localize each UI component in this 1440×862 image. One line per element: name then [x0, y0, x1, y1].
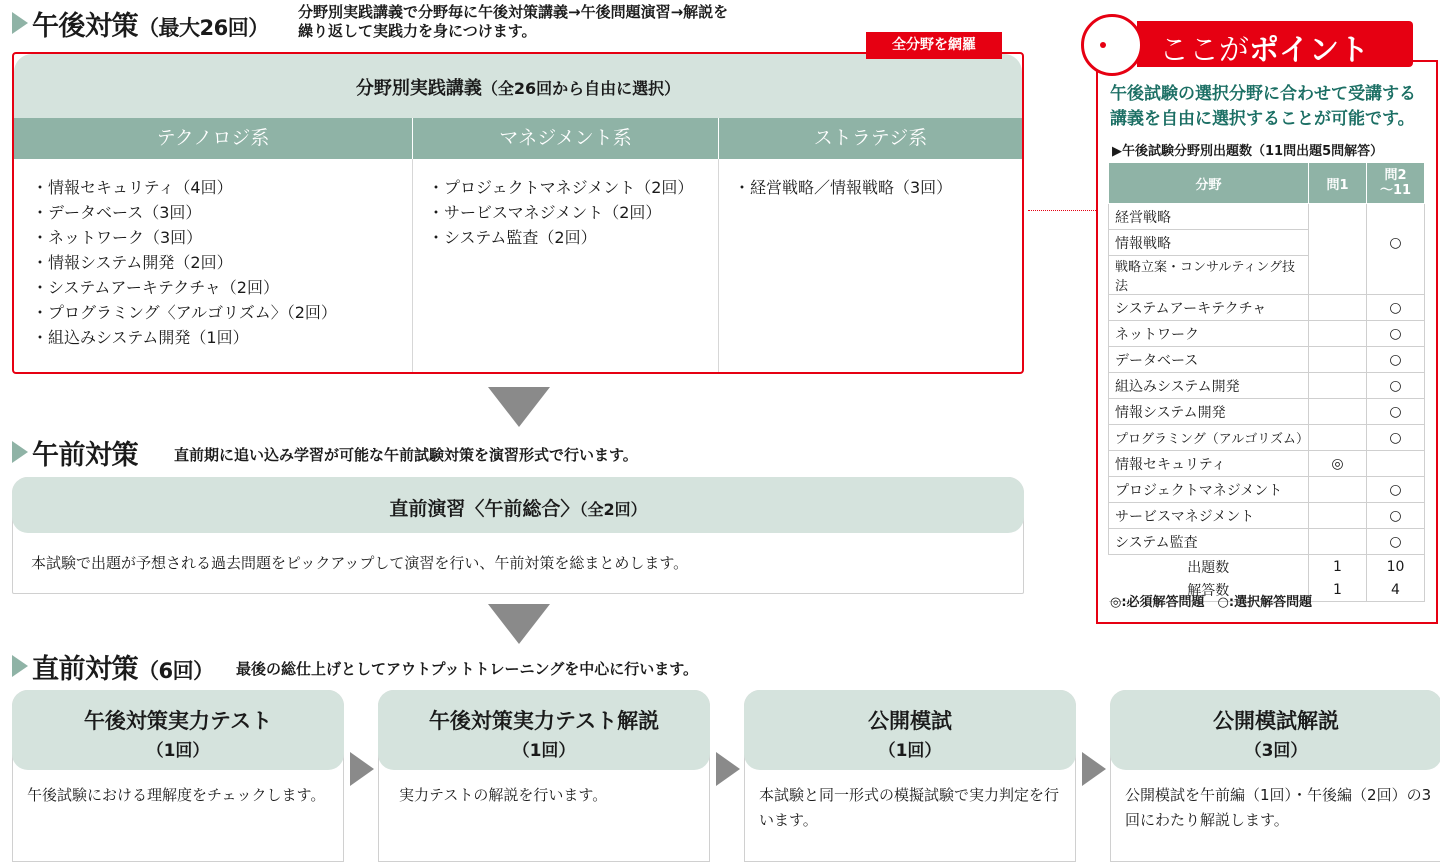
table-cell-q1: [1309, 529, 1367, 555]
table-row: [1109, 321, 1425, 347]
table-cell-q1: [1309, 477, 1367, 503]
table-row: [1109, 503, 1425, 529]
point-table-caption: ▶午後試験分野別出題数（11問出題5問解答）: [1112, 144, 1384, 159]
final-box-mock-exam-review: [1110, 690, 1440, 862]
table-cell-q1: [1309, 204, 1367, 230]
column-divider: [412, 118, 413, 159]
right-arrow-icon: [716, 752, 740, 786]
table-cell-field: 組込みシステム開発: [1109, 373, 1309, 399]
table-row: [1109, 451, 1425, 477]
table-total-row: [1109, 555, 1425, 579]
final-box-count: （1回）: [878, 741, 942, 761]
table-cell-field: システムアーキテクチャ: [1109, 295, 1309, 321]
total-label: 出題数: [1109, 555, 1309, 579]
table-cell-field: 経営戦略: [1109, 204, 1309, 230]
table-cell-q1: [1309, 321, 1367, 347]
table-cell-field: データベース: [1109, 347, 1309, 373]
final-box-mock-exam: [744, 690, 1076, 862]
point-header-text: ここがポイント: [1159, 33, 1369, 68]
final-box-header: [378, 690, 710, 770]
final-box-header: [1110, 690, 1440, 770]
table-cell-field: 情報戦略: [1109, 230, 1309, 256]
table-header-row: [1109, 163, 1425, 204]
column-header-management: マネジメント系: [499, 127, 632, 149]
column-divider: [718, 118, 719, 159]
table-header-field: 分野: [1109, 163, 1309, 204]
list-item: ・プロジェクトマネジメント（2回）: [428, 178, 694, 197]
list-item: ・システムアーキテクチャ（2回）: [32, 278, 279, 297]
total-label: 解答数: [1109, 578, 1309, 602]
table-legend: ◎:必須解答問題 ○:選択解答問題: [1110, 595, 1313, 610]
morning-box-header: [12, 477, 1024, 533]
table-cell-q2: ○: [1367, 503, 1425, 529]
table-cell-q2: ○: [1367, 529, 1425, 555]
total-q1: 1: [1309, 555, 1367, 579]
connector-line: [1028, 210, 1096, 211]
table-row: [1109, 295, 1425, 321]
column-header-strategy: ストラテジ系: [813, 127, 928, 149]
table-cell-q2: ○: [1367, 347, 1425, 373]
all-fields-badge: 全分野を網羅: [866, 32, 1002, 59]
table-cell-q2: ○: [1367, 399, 1425, 425]
afternoon-title: 午後対策（最大26回）: [32, 11, 269, 42]
table-cell-q1: [1309, 425, 1367, 451]
morning-title: 午前対策: [32, 440, 138, 471]
point-description: 午後試験の選択分野に合わせて受講する講義を自由に選択することが可能です。: [1110, 84, 1416, 129]
table-cell-field: 戦略立案・コンサルティング技法: [1109, 256, 1309, 295]
table-cell-field: 情報セキュリティ: [1109, 451, 1309, 477]
final-box-pm-test: [12, 690, 344, 862]
column-header-technology: テクノロジ系: [156, 127, 270, 149]
table-cell-q1: [1309, 347, 1367, 373]
final-box-body: 午後試験における理解度をチェックします。: [27, 786, 326, 804]
table-cell-q2: ○: [1367, 321, 1425, 347]
column-header-row: [14, 118, 1022, 159]
morning-box-body: 本試験で出題が予想される過去問題をピックアップして演習を行い、午前対策を総まとめします。: [31, 554, 689, 572]
final-title: 直前対策（6回）: [32, 654, 214, 685]
final-box-header: [12, 690, 344, 770]
afternoon-box-title: 分野別実践講義（全26回から自由に選択）: [355, 78, 681, 99]
point-header: [1137, 21, 1413, 67]
final-desc: 最後の総仕上げとしてアウトプットトレーニングを中心に行います。: [236, 660, 699, 678]
final-box-title: 午後対策実力テスト: [83, 709, 273, 733]
afternoon-lecture-box: [12, 52, 1024, 374]
final-box-body: 公開模試を午前編（1回）・午後編（2回）の3回にわたり解説します。: [1125, 786, 1432, 829]
table-row: [1109, 477, 1425, 503]
table-cell-q2: ○: [1367, 373, 1425, 399]
section-marker-icon: [12, 655, 28, 677]
final-box-body: 本試験と同一形式の模擬試験で実力判定を行います。: [759, 786, 1060, 829]
table-row: [1109, 529, 1425, 555]
right-arrow-icon: [350, 752, 374, 786]
table-cell-q1: [1309, 399, 1367, 425]
management-list: [428, 175, 693, 250]
table-cell-q1: [1309, 230, 1367, 256]
table-cell-field: システム監査: [1109, 529, 1309, 555]
list-item: ・データベース（3回）: [32, 203, 202, 222]
table-cell-field: プロジェクトマネジメント: [1109, 477, 1309, 503]
strategy-list: [734, 175, 952, 200]
table-header-q1: 問1: [1309, 163, 1367, 204]
table-cell-q2: ○: [1367, 425, 1425, 451]
list-item: ・システム監査（2回）: [428, 228, 597, 247]
technology-list: [32, 175, 337, 350]
table-row: [1109, 425, 1425, 451]
table-cell-q2: [1367, 204, 1425, 230]
table-cell-field: プログラミング（アルゴリズム）: [1109, 425, 1309, 451]
table-cell-q1: [1309, 295, 1367, 321]
afternoon-box-header: [14, 54, 1022, 118]
total-q2: 4: [1367, 578, 1425, 602]
table-cell-field: ネットワーク: [1109, 321, 1309, 347]
question-distribution-table: [1108, 162, 1425, 602]
table-cell-q1: [1309, 256, 1367, 295]
list-item: ・組込みシステム開発（1回）: [32, 328, 249, 347]
list-item: ・情報システム開発（2回）: [32, 253, 233, 272]
table-row: [1109, 373, 1425, 399]
final-box-title: 午後対策実力テスト解説: [428, 709, 660, 733]
final-box-count: （1回）: [146, 741, 210, 761]
list-item: ・ネットワーク（3回）: [32, 228, 203, 247]
right-arrow-icon: [1082, 752, 1106, 786]
down-arrow-icon: [488, 387, 550, 427]
table-cell-q2: ○: [1367, 477, 1425, 503]
table-cell-field: 情報システム開発: [1109, 399, 1309, 425]
afternoon-desc: 分野別実践講義で分野毎に午後対策講義→午後問題演習→解説を 繰り返して実践力を身につけます。: [298, 3, 729, 40]
table-cell-field: サービスマネジメント: [1109, 503, 1309, 529]
table-cell-q1: ◎: [1309, 451, 1367, 477]
section-marker-icon: [12, 12, 28, 34]
table-row: [1109, 204, 1425, 230]
final-box-count: （3回）: [1244, 741, 1308, 761]
table-cell-q2: ○: [1367, 230, 1425, 256]
final-box-header: [744, 690, 1076, 770]
table-cell-q2: [1367, 256, 1425, 295]
final-box-title: 公開模試解説: [1213, 709, 1339, 733]
final-box-count: （1回）: [512, 741, 576, 761]
table-row: [1109, 230, 1425, 256]
table-row: [1109, 347, 1425, 373]
table-cell-q2: [1367, 451, 1425, 477]
section-marker-icon: [12, 441, 28, 463]
down-arrow-icon: [488, 604, 550, 644]
table-cell-q2: ○: [1367, 295, 1425, 321]
table-row: [1109, 399, 1425, 425]
list-item: ・サービスマネジメント（2回）: [428, 203, 662, 222]
table-cell-q1: [1309, 503, 1367, 529]
table-row: [1109, 256, 1425, 295]
list-item: ・情報セキュリティ（4回）: [32, 178, 233, 197]
point-circle-icon: [1081, 14, 1143, 76]
final-box-pm-test-review: [378, 690, 710, 862]
point-dot-icon: [1100, 42, 1106, 48]
list-item: ・プログラミング〈アルゴリズム〉（2回）: [32, 303, 337, 322]
table-header-q2-11: 問2 ～11: [1367, 163, 1425, 204]
morning-box-title: 直前演習〈午前総合〉（全2回）: [389, 498, 647, 520]
morning-desc: 直前期に追い込み学習が可能な午前試験対策を演習形式で行います。: [174, 446, 638, 464]
total-q2: 10: [1367, 555, 1425, 579]
final-box-title: 公開模試: [868, 709, 952, 733]
final-box-body: 実力テストの解説を行います。: [399, 786, 608, 804]
list-item: ・経営戦略／情報戦略（3回）: [734, 178, 953, 197]
table-cell-q1: [1309, 373, 1367, 399]
total-q1: 1: [1309, 578, 1367, 602]
morning-practice-box: [12, 477, 1024, 594]
